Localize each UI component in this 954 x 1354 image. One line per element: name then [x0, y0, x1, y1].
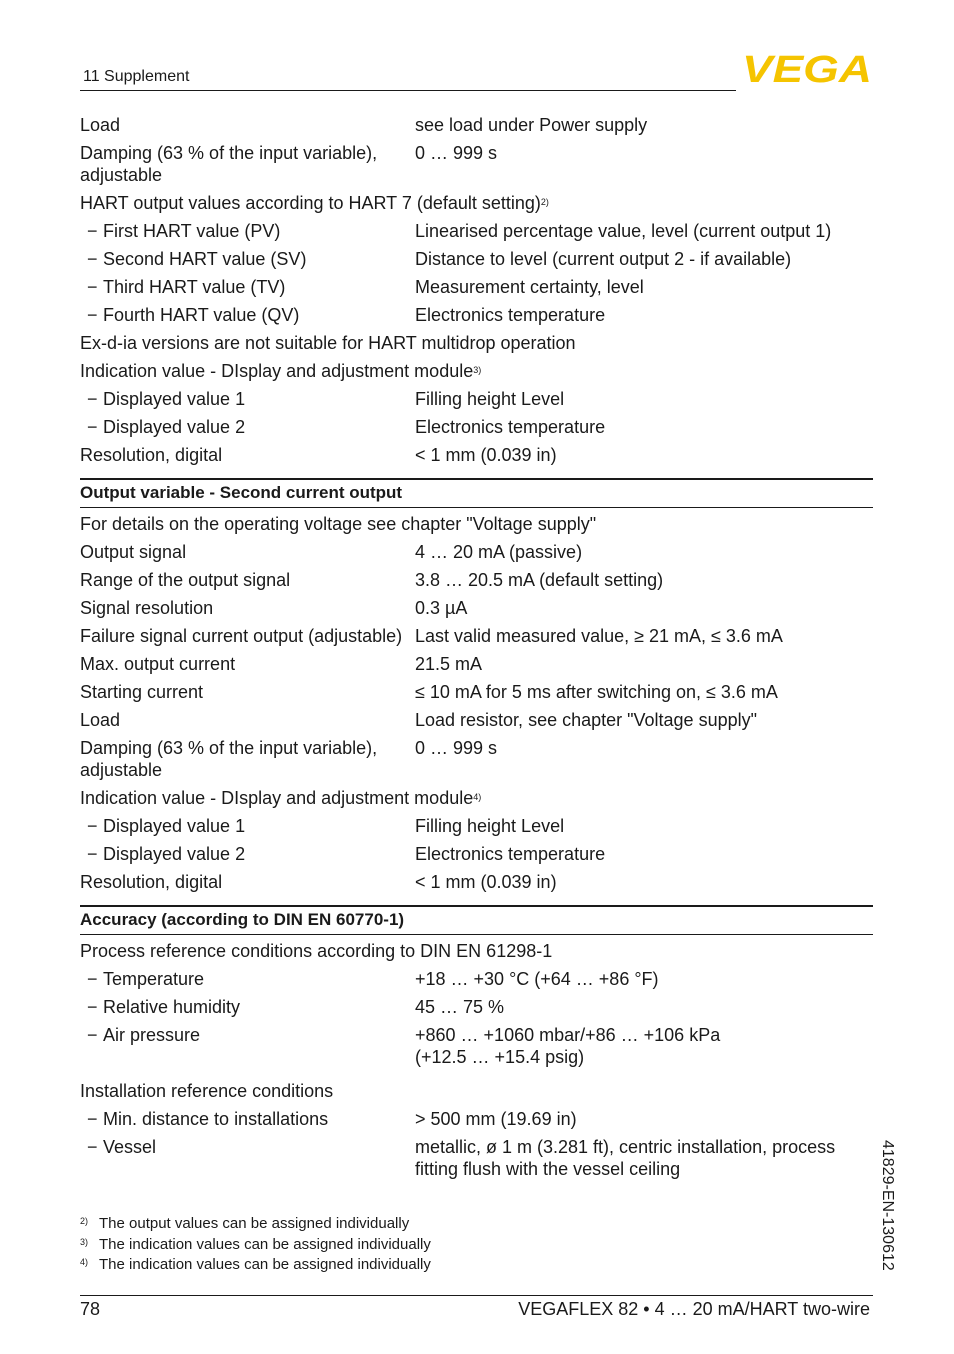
- spec-label: Starting current: [80, 682, 204, 702]
- spec-value: 3.8 … 20.5 mA (default setting): [415, 570, 664, 590]
- spec-subheading-text: Ex-d-ia versions are not suitable for HART multidrop operation: [80, 333, 576, 353]
- header-rule: [80, 90, 736, 91]
- spec-value: Filling height Level: [415, 389, 565, 409]
- spec-value: 4 … 20 mA (passive): [415, 542, 583, 562]
- list-dash: −: [87, 1025, 98, 1045]
- spec-row: [80, 622, 873, 650]
- list-dash: −: [87, 389, 98, 409]
- spec-value: Distance to level (current output 2 - if available): [415, 249, 792, 269]
- spec-subheading: [80, 510, 873, 538]
- spec-label: Damping (63 % of the input variable), adjustable: [80, 738, 378, 780]
- spec-label: − Vessel: [87, 1137, 157, 1157]
- spec-value: Filling height Level: [415, 816, 565, 836]
- spec-label: Failure signal current output (adjustable): [80, 626, 403, 646]
- spec-row: [80, 1021, 873, 1077]
- footnote-ref: 3): [473, 365, 482, 375]
- spec-label: − First HART value (PV): [87, 221, 281, 241]
- spec-row: [80, 868, 873, 896]
- spec-row: [80, 1133, 873, 1183]
- spec-row: [80, 413, 873, 441]
- spec-row: [80, 1105, 873, 1133]
- spec-label: Load: [80, 115, 121, 135]
- spec-value: 45 … 75 %: [415, 997, 505, 1017]
- list-dash: −: [87, 844, 98, 864]
- list-dash: −: [87, 1109, 98, 1129]
- spec-row: [80, 566, 873, 594]
- spec-row: [80, 139, 873, 189]
- spec-row: [80, 538, 873, 566]
- document-code: 41829-EN-130612: [879, 1140, 896, 1271]
- list-dash: −: [87, 249, 98, 269]
- spec-row: [80, 840, 873, 868]
- running-header: 11 Supplement: [83, 68, 190, 85]
- list-dash: −: [87, 816, 98, 836]
- spec-row: [80, 812, 873, 840]
- spec-value: Measurement certainty, level: [415, 277, 644, 297]
- spec-label: − Second HART value (SV): [87, 249, 307, 269]
- footnote-ref: 2): [540, 197, 549, 207]
- spec-subheading: [80, 329, 873, 357]
- page-number: 78: [80, 1299, 101, 1319]
- spec-label: − Displayed value 1: [87, 389, 246, 409]
- block-second-output: [80, 510, 873, 896]
- spec-value: Last valid measured value, ≥ 21 mA, ≤ 3.6 mA: [415, 626, 783, 646]
- spec-value: < 1 mm (0.039 in): [415, 445, 557, 465]
- spec-value: Electronics temperature: [415, 844, 606, 864]
- spec-label: Load: [80, 710, 121, 730]
- section-heading-second-output: Output variable - Second current output: [80, 478, 873, 508]
- spec-row: [80, 301, 873, 329]
- list-dash: −: [87, 1137, 98, 1157]
- spec-subheading-text: Indication value - DIsplay and adjustment module$^{3)}$: [80, 361, 482, 381]
- spec-row: [80, 993, 873, 1021]
- block-hart-output: [80, 111, 873, 469]
- spec-subheading: [80, 1077, 873, 1105]
- spec-label: Max. output current: [80, 654, 236, 674]
- spec-value: > 500 mm (19.69 in): [415, 1109, 577, 1129]
- footnote: 2) The output values can be assigned individually: [80, 1215, 410, 1232]
- spec-row: [80, 678, 873, 706]
- spec-row: [80, 385, 873, 413]
- spec-label: Range of the output signal: [80, 570, 291, 590]
- spec-value: see load under Power supply: [415, 115, 648, 135]
- spec-subheading-text: Process reference conditions according to DIN EN 61298-1: [80, 941, 553, 961]
- spec-subheading-text: Installation reference conditions: [80, 1081, 334, 1101]
- spec-row: [80, 706, 873, 734]
- spec-label: − Air pressure: [87, 1025, 201, 1045]
- spec-subheading: [80, 937, 873, 965]
- footnote-ref: 4): [473, 792, 482, 802]
- spec-value: metallic, ø 1 m (3.281 ft), centric installation, process fitting flush with the vessel ceiling: [415, 1137, 836, 1179]
- spec-subheading: [80, 357, 873, 385]
- spec-value: +860 … +1060 mbar/+86 … +106 kPa (+12.5 … +15.4 psig): [415, 1025, 721, 1067]
- spec-value: 0 … 999 s: [415, 143, 498, 163]
- spec-subheading-text: HART output values according to HART 7 (default setting)$^{2)}$: [80, 193, 549, 213]
- footer-rule: [80, 1295, 873, 1296]
- spec-label: Damping (63 % of the input variable), adjustable: [80, 143, 378, 185]
- footer-title: VEGAFLEX 82 • 4 … 20 mA/HART two-wire: [518, 1299, 870, 1319]
- spec-label: − Temperature: [87, 969, 205, 989]
- spec-label: − Relative humidity: [87, 997, 241, 1017]
- section-heading-accuracy: Accuracy (according to DIN EN 60770-1): [80, 905, 873, 935]
- spec-row: [80, 594, 873, 622]
- spec-row: [80, 965, 873, 993]
- spec-value: Linearised percentage value, level (current output 1): [415, 221, 832, 241]
- spec-label: − Third HART value (TV): [87, 277, 286, 297]
- spec-subheading: [80, 189, 873, 217]
- footnote: 3) The indication values can be assigned individually: [80, 1235, 431, 1253]
- block-accuracy: [80, 937, 873, 1183]
- list-dash: −: [87, 417, 98, 437]
- spec-content: [80, 111, 873, 1183]
- spec-row: [80, 441, 873, 469]
- list-dash: −: [87, 305, 98, 325]
- spec-row: [80, 111, 873, 139]
- spec-value: +18 … +30 °C (+64 … +86 °F): [415, 969, 659, 989]
- spec-label: − Displayed value 1: [87, 816, 246, 836]
- spec-value: Electronics temperature: [415, 417, 606, 437]
- spec-value: 0 … 999 s: [415, 738, 498, 758]
- spec-value: < 1 mm (0.039 in): [415, 872, 557, 892]
- spec-value: ≤ 10 mA for 5 ms after switching on, ≤ 3.6 mA: [415, 682, 778, 702]
- spec-label: Output signal: [80, 542, 187, 562]
- logo-text: VEGA: [742, 52, 872, 84]
- spec-value: 21.5 mA: [415, 654, 483, 674]
- spec-row: [80, 650, 873, 678]
- spec-label: Resolution, digital: [80, 872, 223, 892]
- spec-subheading-text: For details on the operating voltage see chapter "Voltage supply": [80, 514, 597, 534]
- spec-label: − Displayed value 2: [87, 417, 246, 437]
- spec-row: [80, 273, 873, 301]
- spec-row: [80, 217, 873, 245]
- spec-label: Signal resolution: [80, 598, 214, 618]
- footnotes: [80, 1214, 431, 1276]
- list-dash: −: [87, 997, 98, 1017]
- spec-row: [80, 734, 873, 784]
- list-dash: −: [87, 221, 98, 241]
- spec-value: 0.3 µA: [415, 598, 468, 618]
- spec-subheading-text: Indication value - DIsplay and adjustment module$^{4)}$: [80, 788, 482, 808]
- spec-label: − Fourth HART value (QV): [87, 305, 300, 325]
- list-dash: −: [87, 969, 98, 989]
- vega-logo: [742, 52, 872, 84]
- spec-value: Electronics temperature: [415, 305, 606, 325]
- footnote: 4) The indication values can be assigned individually: [80, 1256, 431, 1273]
- spec-label: − Displayed value 2: [87, 844, 246, 864]
- spec-subheading: [80, 784, 873, 812]
- spec-value: Load resistor, see chapter "Voltage supply": [415, 710, 757, 730]
- list-dash: −: [87, 277, 98, 297]
- spec-label: Resolution, digital: [80, 445, 223, 465]
- spec-row: [80, 245, 873, 273]
- spec-label: − Min. distance to installations: [87, 1109, 329, 1129]
